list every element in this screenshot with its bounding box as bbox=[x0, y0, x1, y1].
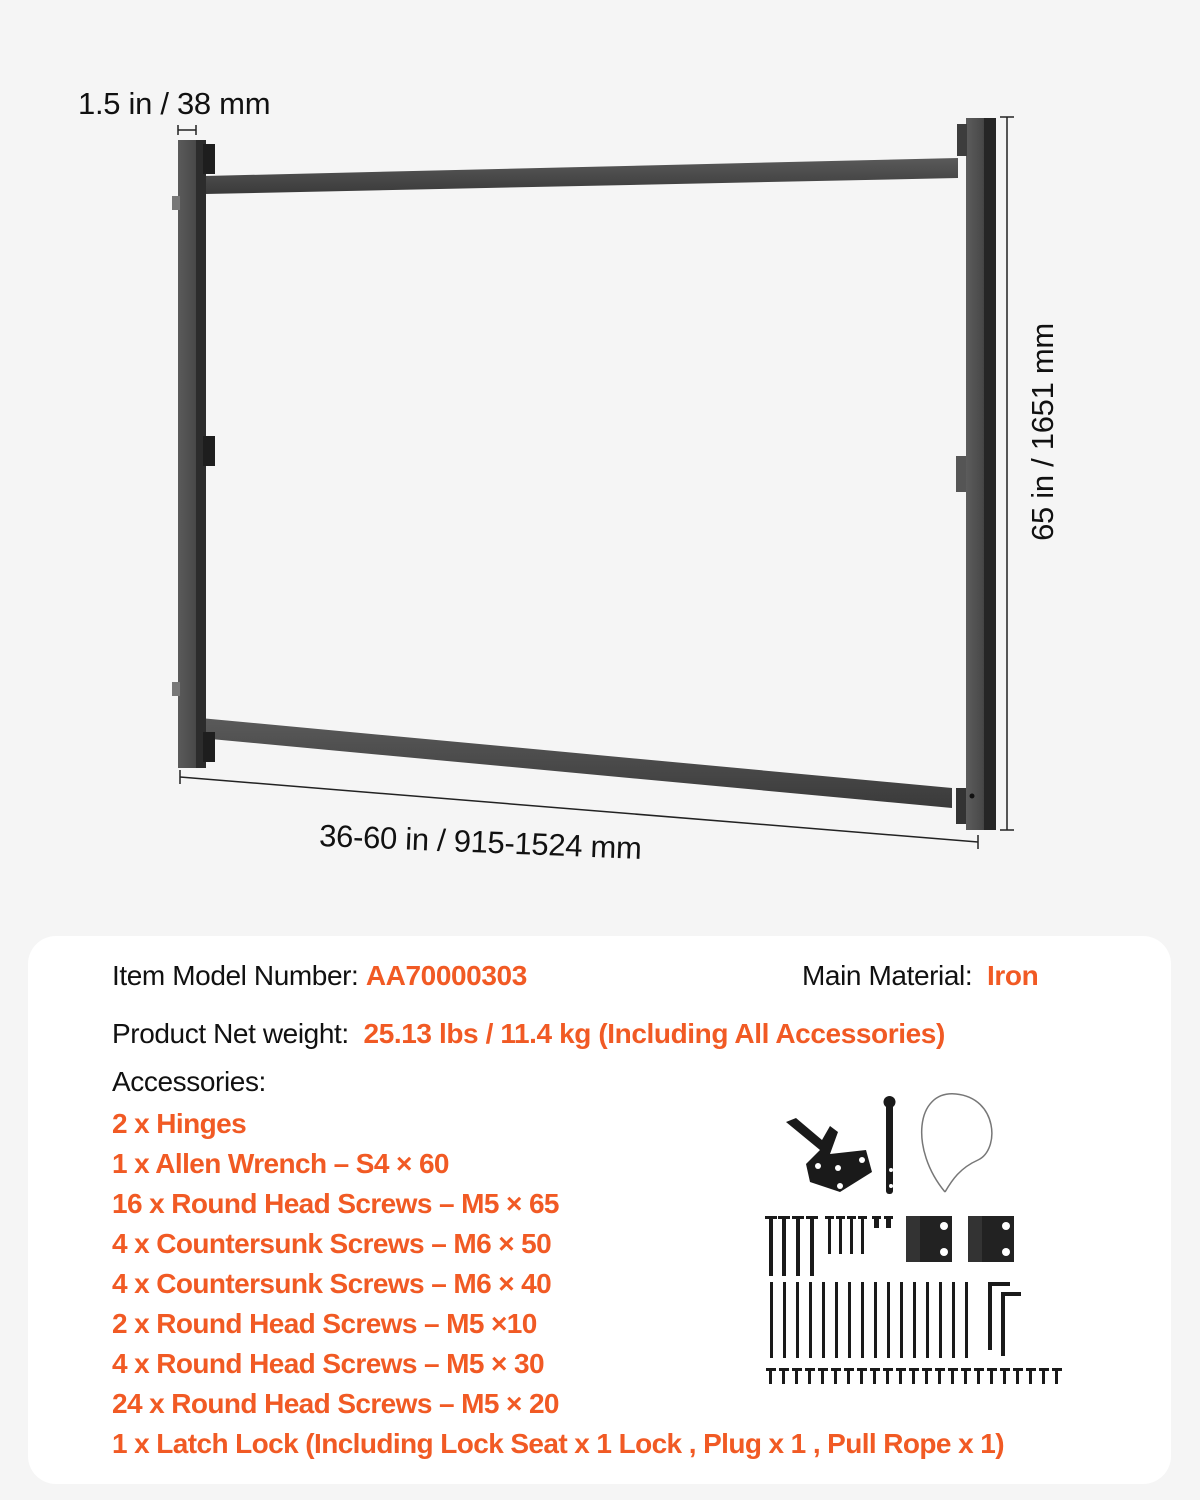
pull-rope-icon bbox=[922, 1094, 992, 1192]
accessory-item: 24 x Round Head Screws – M5 × 20 bbox=[112, 1388, 559, 1419]
accessory-item: 16 x Round Head Screws – M5 × 65 bbox=[112, 1188, 559, 1219]
material-label: Main Material: bbox=[802, 960, 973, 991]
material-row bbox=[802, 960, 1038, 992]
allen-wrench-icon bbox=[990, 1284, 1021, 1356]
accessory-item: 1 x Latch Lock (Including Lock Seat x 1 Lock , Plug x 1 , Pull Rope x 1) bbox=[112, 1428, 1004, 1459]
net-weight-value: 25.13 lbs / 11.4 kg (Including All Accessories) bbox=[363, 1018, 945, 1049]
model-number-label: Item Model Number: bbox=[112, 960, 359, 991]
frame-width-label: 36-60 in / 915-1524 mm bbox=[318, 818, 643, 866]
material-value: Iron bbox=[987, 960, 1039, 991]
countersunk-screws-icon bbox=[765, 1216, 893, 1276]
accessory-item: 2 x Round Head Screws – M5 ×10 bbox=[112, 1308, 537, 1339]
net-weight-row bbox=[112, 1018, 945, 1050]
accessory-item: 4 x Round Head Screws – M5 × 30 bbox=[112, 1348, 544, 1379]
latch-icon bbox=[786, 1118, 872, 1192]
top-rail bbox=[205, 158, 958, 194]
model-number-row bbox=[112, 960, 527, 992]
accessory-item: 1 x Allen Wrench – S4 × 60 bbox=[112, 1148, 449, 1179]
hardware-kit-icon bbox=[760, 1080, 1090, 1400]
accessory-item: 4 x Countersunk Screws – M6 × 40 bbox=[112, 1268, 552, 1299]
bottom-rail bbox=[200, 718, 952, 808]
accessories-heading: Accessories: bbox=[112, 1066, 266, 1097]
round-head-screws-long-icon bbox=[770, 1282, 968, 1358]
round-head-screws-short-icon bbox=[766, 1368, 1062, 1384]
model-number-value: AA70000303 bbox=[365, 960, 527, 991]
hinges-icon bbox=[906, 1216, 1014, 1262]
spec-card bbox=[28, 936, 1171, 1484]
accessory-item: 2 x Hinges bbox=[112, 1108, 247, 1139]
post-width-label: 1.5 in / 38 mm bbox=[78, 86, 271, 121]
frame-height-label: 65 in / 1651 mm bbox=[1025, 323, 1060, 541]
lock-plug-icon bbox=[884, 1096, 896, 1194]
accessory-item: 4 x Countersunk Screws – M6 × 50 bbox=[112, 1228, 552, 1259]
net-weight-label: Product Net weight: bbox=[112, 1018, 349, 1049]
